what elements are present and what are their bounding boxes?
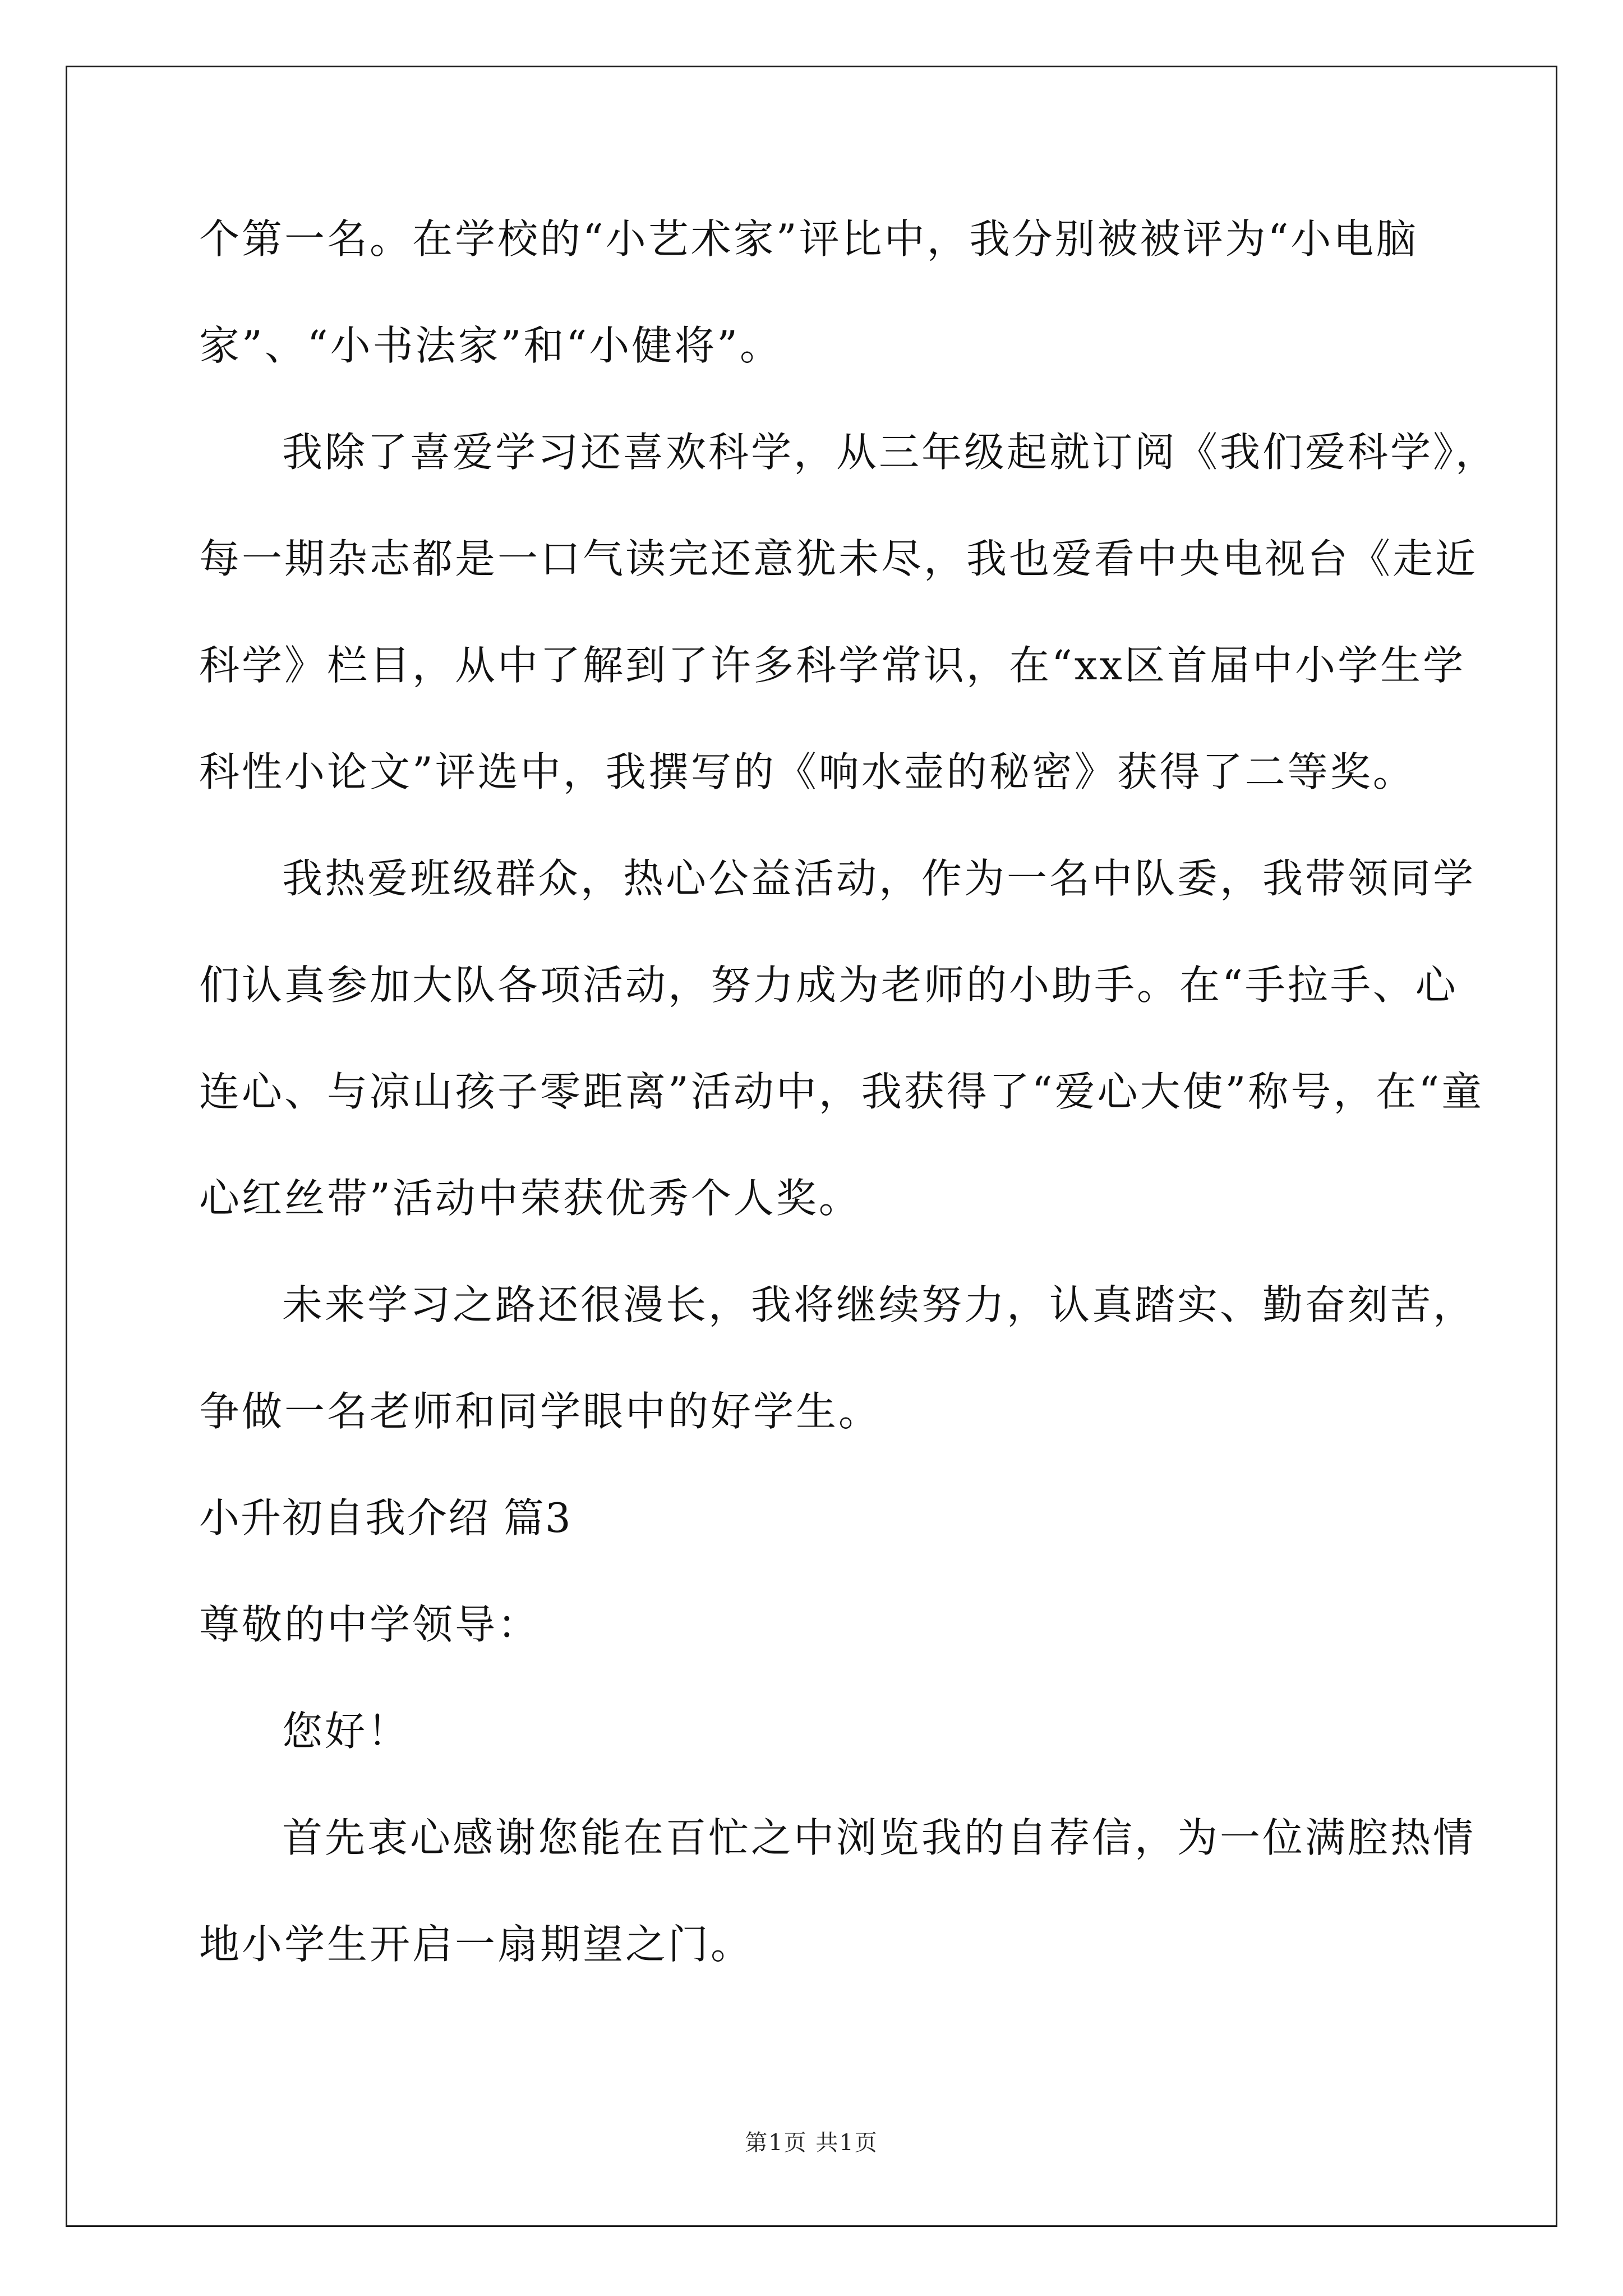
text-line: 连心、与凉山孩子零距离”活动中，我获得了“爱心大使”称号，在“童 <box>199 1068 1484 1115</box>
salutation: 尊敬的中学领导： <box>199 1601 541 1648</box>
text-line: 科性小论文”评选中，我撰写的《响水壶的秘密》获得了二等奖。 <box>199 748 1415 795</box>
text-line: 争做一名老师和同学眼中的好学生。 <box>199 1388 882 1435</box>
text-line: 地小学生开启一扇期望之门。 <box>199 1921 754 1968</box>
text-line: 们认真参加大队各项活动，努力成为老师的小助手。在“手拉手、心 <box>199 961 1458 1009</box>
text-line: 个第一名。在学校的“小艺术家”评比中，我分别被被评为“小电脑 <box>199 215 1419 263</box>
paragraph-start: 我热爱班级群众，热心公益活动，作为一名中队委，我带领同学 <box>282 855 1476 902</box>
document-body <box>199 215 1498 2031</box>
text-line: 心红丝带”活动中荣获优秀个人奖。 <box>199 1175 861 1222</box>
text-line: 每一期杂志都是一口气读完还意犹未尽，我也爱看中央电视台《走近 <box>199 535 1478 582</box>
text-line: 家”、“小书法家”和“小健将”。 <box>199 322 783 369</box>
text-line: 科学》栏目，从中了解到了许多科学常识，在“xx区首届中小学生学 <box>199 642 1466 689</box>
paragraph-start: 首先衷心感谢您能在百忙之中浏览我的自荐信，为一位满腔热情 <box>282 1814 1476 1861</box>
page-number-footer: 第1页 共1页 <box>745 2130 878 2156</box>
section-heading: 小升初自我介绍 篇3 <box>199 1494 572 1542</box>
paragraph-start: 我除了喜爱学习还喜欢科学，从三年级起就订阅《我们爱科学》， <box>282 429 1498 476</box>
greeting: 您好！ <box>282 1708 411 1755</box>
paragraph-start: 未来学习之路还很漫长，我将继续努力，认真踏实、勤奋刻苦， <box>282 1281 1476 1328</box>
